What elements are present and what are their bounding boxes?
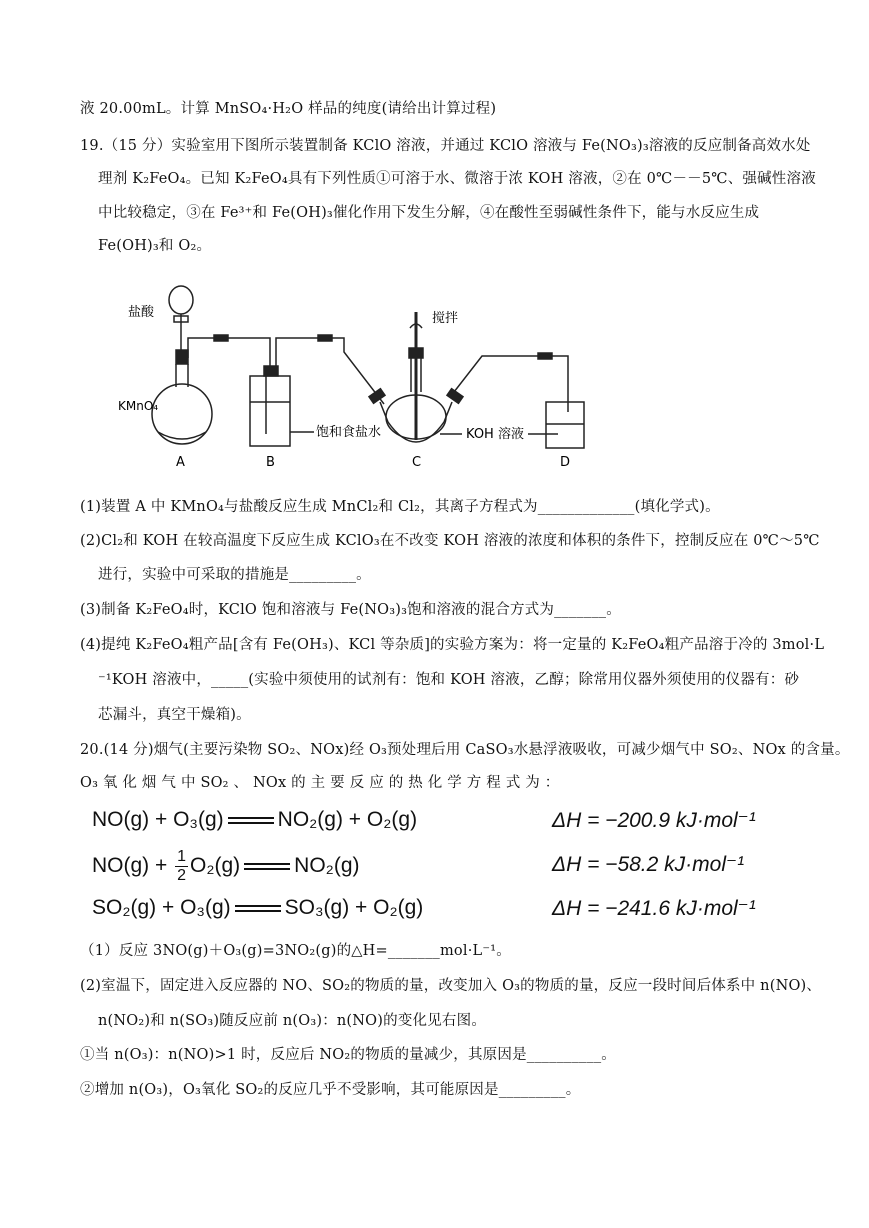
label-kmno4: KMnO₄ (118, 399, 159, 413)
apparatus-diagram (118, 262, 598, 476)
part-1: (1)装置 A 中 KMnO₄与盐酸反应生成 MnCl₂和 Cl₂，其离子方程式为_____________(填化学式)。 (80, 499, 720, 515)
sub-question-2b: n(NO₂)和 n(SO₃)随反应前 n(O₃)：n(NO)的变化见右图。 (98, 1013, 487, 1029)
part-4c: 芯漏斗，真空干燥箱)。 (98, 707, 251, 723)
sub-question-2a: (2)室温下，固定进入反应器的 NO、SO₂的物质的量，改变加入 O₃的物质的量，反应一段时间后体系中 n(NO)、 (80, 978, 822, 994)
question-19-line-4: Fe(OH)₃和 O₂。 (98, 238, 212, 254)
label-nacl: 饱和食盐水 (316, 425, 382, 440)
part-2b: 进行，实验中可采取的措施是_________。 (98, 567, 371, 583)
question-19-line-3: 中比较稳定，③在 Fe³⁺和 Fe(OH)₃催化作用下发生分解，④在酸性至弱碱性条件下，能与水反应生成 (98, 205, 760, 221)
label-hcl: 盐酸 (128, 305, 155, 320)
enthalpy-2: ΔH = −58.2 kJ·mol⁻¹ (552, 853, 745, 876)
label-d: D (560, 455, 571, 470)
enthalpy-1: ΔH = −200.9 kJ·mol⁻¹ (552, 809, 756, 832)
part-2a: (2)Cl₂和 KOH 在较高温度下反应生成 KClO₃在不改变 KOH 溶液的浓度和体积的条件下，控制反应在 0℃～5℃ (80, 533, 820, 549)
text-line: 液 20.00mL。计算 MnSO₄·H₂O 样品的纯度(请给出计算过程) (80, 101, 497, 117)
part-3: (3)制备 K₂FeO₄时，KClO 饱和溶液与 Fe(NO₃)₃饱和溶液的混合方式为_______。 (80, 602, 621, 618)
equation-2: NO(g) + $\frac{1}{2}$ O₂(g) NO₂(g) (92, 848, 360, 884)
sub-question-2-ii: ②增加 n(O₃)，O₃氧化 SO₂的反应几乎不受影响，其可能原因是_________。 (80, 1082, 581, 1098)
label-c: C (412, 455, 422, 470)
enthalpy-3: ΔH = −241.6 kJ·mol⁻¹ (552, 897, 756, 920)
label-stir: 搅拌 (432, 311, 459, 326)
label-koh: KOH 溶液 (466, 427, 524, 442)
sub-question-2-i: ①当 n(O₃)：n(NO)>1 时，反应后 NO₂的物质的量减少，其原因是__________。 (80, 1047, 616, 1063)
label-a: A (176, 455, 185, 470)
sub-question-1: （1）反应 3NO(g)＋O₃(g)=3NO₂(g)的△H=_______mol·L⁻¹。 (80, 943, 511, 959)
question-20-line-1: 20.(14 分)烟气(主要污染物 SO₂、NOx)经 O₃预处理后用 CaSO₃水悬浮液吸收，可减少烟气中 SO₂、NOx 的含量。 (80, 742, 850, 758)
question-19-line-1: 19.（15 分）实验室用下图所示装置制备 KClO 溶液，并通过 KClO 溶液与 Fe(NO₃)₃溶液的反应制备高效水处 (80, 138, 811, 154)
question-20-line-2: O₃ 氧 化 烟 气 中 SO₂ 、 NOx 的 主 要 反 应 的 热 化 学 方 程 式 为 ： (80, 775, 560, 791)
equation-3: SO₂(g) + O₃(g) SO₃(g) + O₂(g) (92, 896, 424, 919)
question-19-line-2: 理剂 K₂FeO₄。已知 K₂FeO₄具有下列性质①可溶于水、微溶于浓 KOH 溶液，②在 0℃－－5℃、强碱性溶液 (98, 171, 816, 187)
part-4b: ⁻¹KOH 溶液中，_____(实验中须使用的试剂有：饱和 KOH 溶液，乙醇；除常用仪器外须使用的仪器有：砂 (98, 672, 800, 688)
label-b: B (266, 455, 275, 470)
equation-1: NO(g) + O₃(g) NO₂(g) + O₂(g) (92, 808, 418, 831)
part-4a: (4)提纯 K₂FeO₄粗产品[含有 Fe(OH₃)、KCl 等杂质]的实验方案为：将一定量的 K₂FeO₄粗产品溶于冷的 3mol·L (80, 637, 825, 653)
